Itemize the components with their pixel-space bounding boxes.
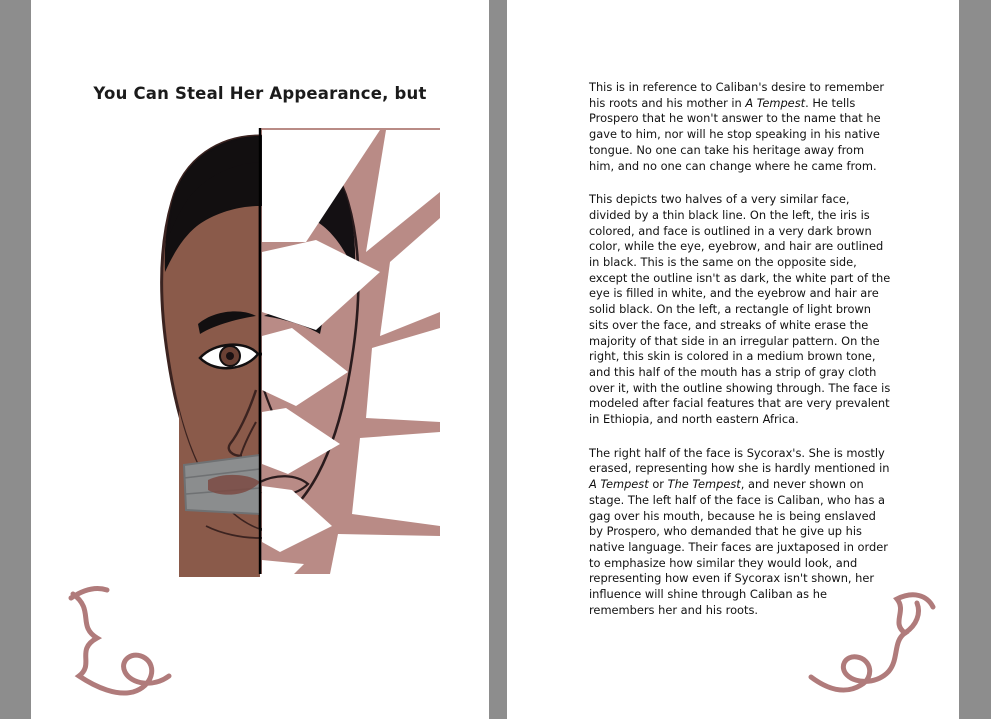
- body-text-column: [589, 80, 891, 619]
- text-run-italic: The Tempest: [667, 477, 741, 492]
- text-run: , and never shown on stage. The left half of the face is Caliban, who has a gag over his mouth, because he is being enslaved by Prospero, who demanded that he give up his native language. Their faces are juxtaposed in order to emphasize how similar they would look, and representing how even if Sycorax isn't shown, her influence will shine through Caliban as he remembers her and his roots.: [589, 477, 888, 617]
- page-title: You Can Steal Her Appearance, but: [93, 84, 427, 103]
- right-page: [507, 0, 959, 719]
- text-run-italic: A Tempest: [745, 95, 806, 110]
- squiggle-decoration-right: [801, 585, 941, 715]
- left-page: [31, 0, 489, 719]
- sycorax-half: [260, 128, 440, 574]
- paragraph-1: [589, 80, 891, 174]
- text-run: or: [648, 477, 668, 492]
- text-run: This depicts two halves of a very similar face, divided by a thin black line. On the left, the iris is colored, and face is outlined in a very dark brown color, while the eye, eyebrow, and hair are outlined in black. This is the same on the opposite side, except the outline isn't as dark, the white part of the eye is filled in white, and the eyebrow and hair are solid black. On the left, a rectangle of light brown sits over the face, and streaks of white erase the majority of that side in an irregular pattern. On the right, this skin is colored in a medium brown tone, and this half of the mouth has a strip of gray cloth over it, with the outline showing through. The face is modeled after facial features that are very prevalent in Ethiopia, and north eastern Africa.: [589, 192, 891, 427]
- text-run: The right half of the face is Sycorax's. She is mostly erased, representing how she is hardly mentioned in: [589, 445, 890, 476]
- text-run: . He tells Prospero that he won't answer to the name that he gave to him, nor will he stop speaking in his native tongue. No one can take his heritage away from him, and no one can change where he came from.: [589, 95, 881, 173]
- split-face-svg: [80, 122, 440, 582]
- text-run-italic: A Tempest: [589, 477, 649, 492]
- squiggle-decoration-left: [61, 580, 196, 715]
- split-face-illustration: [80, 122, 440, 582]
- paragraph-2: [589, 192, 891, 428]
- caliban-half: [162, 136, 260, 577]
- text-run: This is in reference to Caliban's desire to remember his roots and his mother in: [589, 80, 885, 110]
